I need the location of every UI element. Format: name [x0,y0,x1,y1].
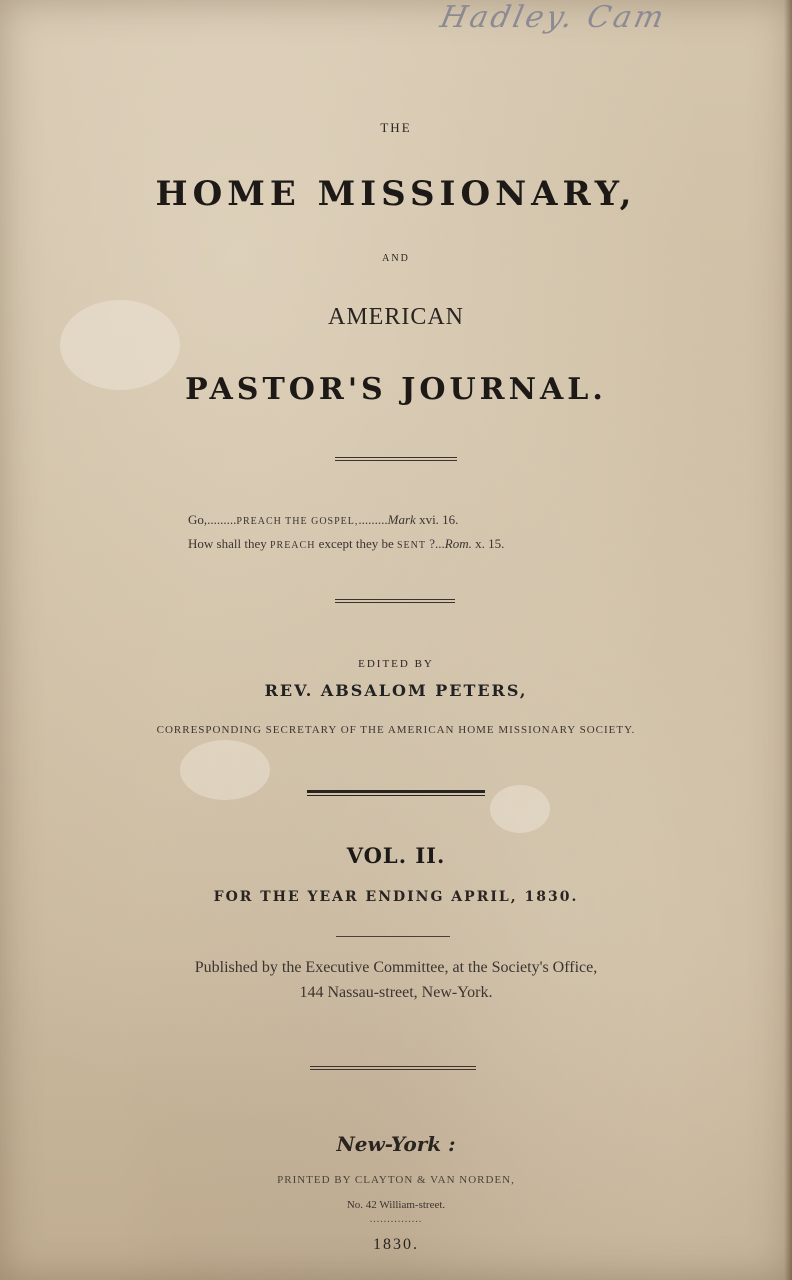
publisher-line-2: 144 Nassau-street, New-York. [299,984,493,1001]
verse-text: Go,......... [188,512,237,527]
editor-title: CORRESPONDING SECRETARY OF THE AMERICAN HOME MISSIONARY SOCIETY. [156,724,636,736]
verse-text: PREACH [269,540,316,551]
verse-text: SENT [397,540,426,551]
verse-romans [188,536,618,552]
printer-address: No. 42 William-street. [346,1199,446,1211]
ornamental-rule [307,790,485,796]
volume-number: VOL. II. [346,843,446,868]
publisher-line-1: Published by the Executive Committee, at the Society's Office, [194,959,598,976]
ornamental-rule [336,936,450,937]
editor-name: REV. ABSALOM PETERS, [264,681,528,700]
verse-reference: xvi. 16. [415,512,459,527]
ornamental-rule [310,1066,476,1070]
conjunction-and: AND [382,253,410,264]
title-the: THE [380,120,412,135]
subtitle-american: AMERICAN [327,304,464,330]
imprint-date: 1830. [373,1236,419,1253]
dotted-rule: ............... [369,1214,423,1225]
verse-reference: x. 15. [471,536,505,551]
year-line: FOR THE YEAR ENDING APRIL, 1830. [213,889,579,905]
printer-name: PRINTED BY CLAYTON & VAN NORDEN, [277,1174,515,1186]
verse-mark [188,512,618,528]
imprint-city: New-York : [336,1132,456,1156]
edited-by: EDITED BY [358,658,434,670]
verse-reference: Mark [387,512,416,527]
paper-stain [490,785,550,833]
verse-text: ?... [426,536,445,551]
verse-text: ......... [358,512,388,527]
handwritten-signature: Hadley. Cam [437,0,670,35]
main-title: HOME MISSIONARY, [155,174,637,214]
verse-text: How shall they [188,536,270,551]
verse-text: except they be [315,536,397,551]
subtitle-title: PASTOR'S JOURNAL. [185,372,607,407]
verse-reference: Rom. [444,536,472,551]
paper-stain [180,740,270,800]
ornamental-rule [335,599,455,603]
ornamental-rule [335,457,457,461]
verse-text: PREACH THE GOSPEL, [236,516,359,527]
